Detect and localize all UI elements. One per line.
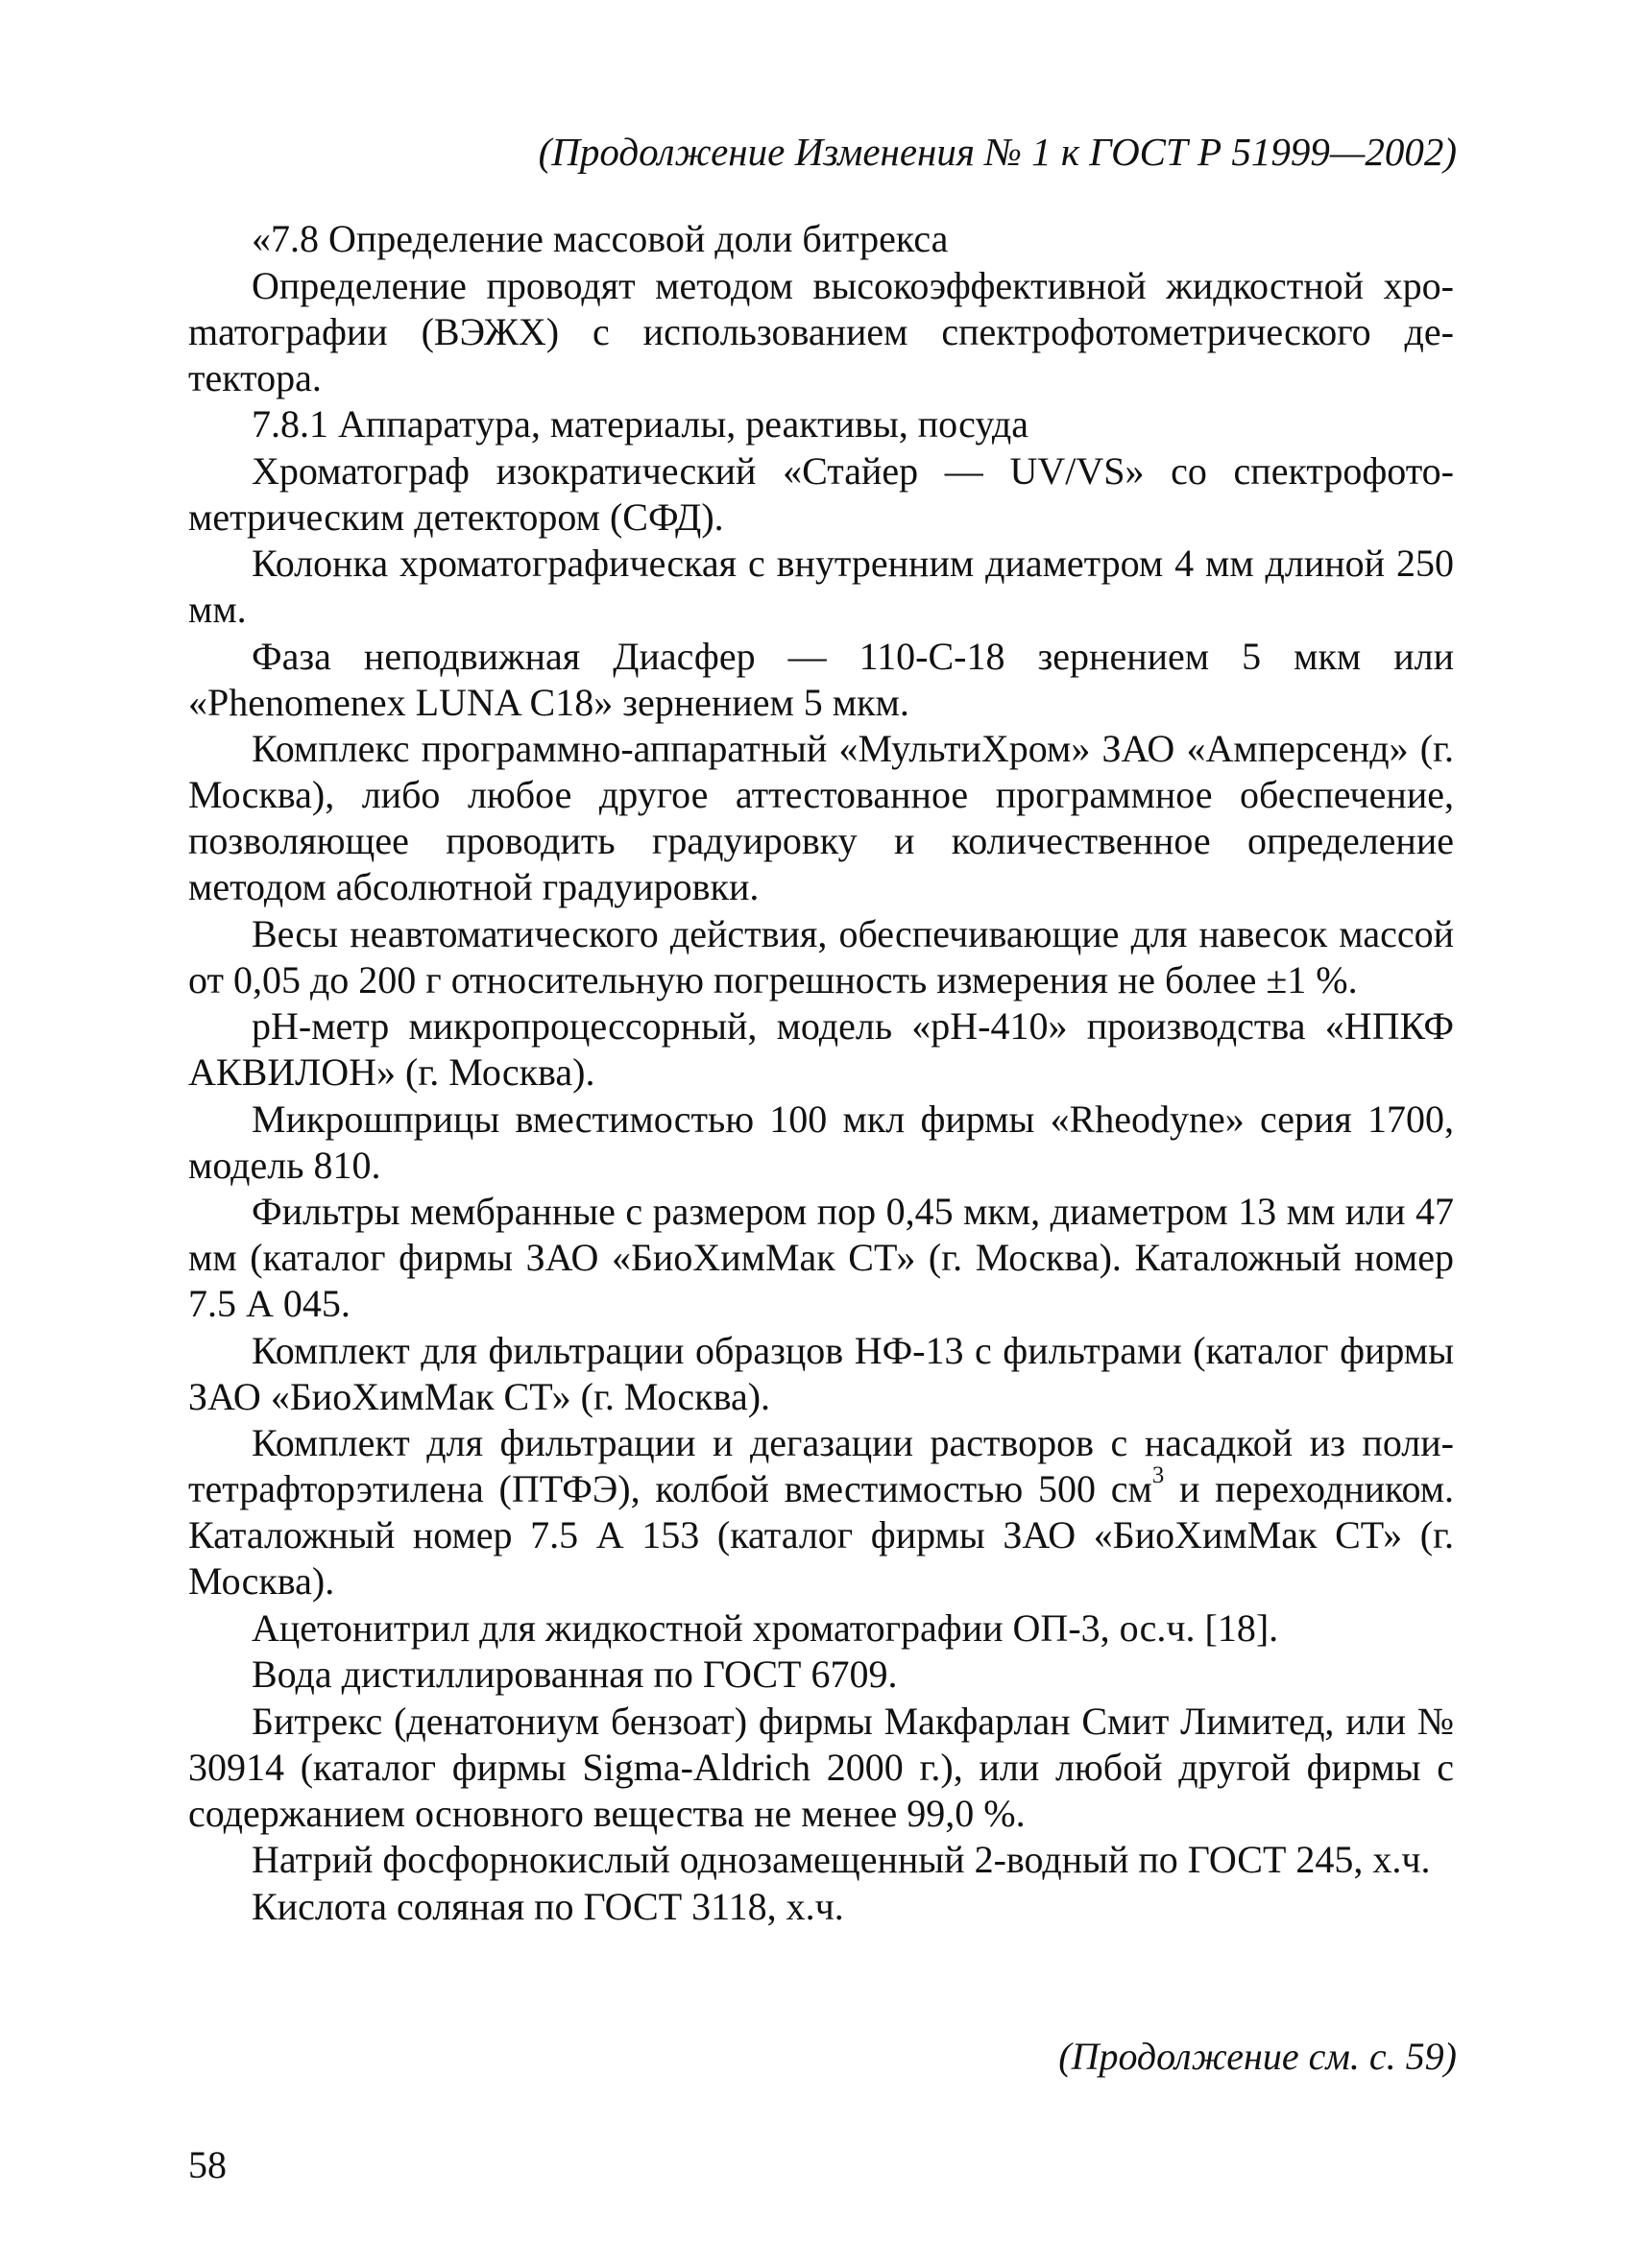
paragraph-text: Комплект для фильтрации и дегазации растворов с насадкой из политетрафторэтилена (ПТФЭ), колбой вместимостью 500 см <box>188 1421 1454 1510</box>
page-number: 58 <box>188 2143 227 2186</box>
paragraph: Натрий фосфорнокислый однозамещенный 2-водный по ГОСТ 245, х.ч. <box>252 1838 1431 1881</box>
paragraph-filter-kit <box>188 1420 1454 1604</box>
subsection-heading: 7.8.1 Аппаратура, материалы, реактивы, посуда <box>252 402 1028 446</box>
paragraph: Битрекс (денатониум бензоат) фирмы Макфарлан Смит Лимитед, или № 30914 (каталог фирмы Sigma-Aldrich 2000 г.), или любой другой фирмы с содержанием основного вещества не менее 99,0 %. <box>188 1699 1454 1835</box>
running-header: (Продолжение Изменения № 1 к ГОСТ Р 51999—2002) <box>538 130 1457 174</box>
paragraph: Вода дистиллированная по ГОСТ 6709. <box>252 1653 898 1696</box>
paragraph: Определение проводят методом высокоэффективной жидкостной хроmатографии (ВЭЖХ) с использованием спектрофотометрического детектора. <box>188 263 1454 399</box>
paragraph: Хроматограф изократический «Стайер — UV/VS» со спектрофотометрическим детектором (СФД). <box>188 448 1454 539</box>
paragraph: Весы неавтоматического действия, обеспечивающие для навесок массой от 0,05 до 200 г относительную погрешность измерения не более ±1 %. <box>188 911 1454 1001</box>
paragraph: Кислота соляная по ГОСТ 3118, х.ч. <box>252 1884 844 1928</box>
paragraph: Ацетонитрил для жидкостной хроматографии ОП-3, ос.ч. [18]. <box>252 1605 1279 1650</box>
continuation-note: (Продолжение см. с. 59) <box>1058 2035 1457 2078</box>
paragraph: Комплект для фильтрации образцов НФ-13 с фильтрами (каталог фирмы ЗАО «БиоХимМак СТ» (г. Москва). <box>188 1328 1454 1418</box>
paragraph: pH-метр микропроцессорный, модель «pH-410» производства «НПКФ АКВИЛОН» (г. Москва). <box>188 1004 1454 1094</box>
section-heading: «7.8 Определение массовой доли битрекса <box>252 217 949 260</box>
body-text <box>188 216 1454 1930</box>
superscript: 3 <box>1151 1462 1165 1489</box>
paragraph: Фаза неподвижная Диасфер — 110-С-18 зернением 5 мкм или «Phenomenex LUNA C18» зернением 5 мкм. <box>188 634 1454 724</box>
paragraph: Колонка хроматографическая с внутренним диаметром 4 мм длиной 250 мм. <box>188 542 1454 631</box>
paragraph-text: и переходником. Каталожный номер 7.5 А 153 (каталог фирмы ЗАО «БиоХимМак СТ» (г. Москва). <box>188 1467 1455 1603</box>
paragraph: Комплекс программно-аппаратный «МультиХром» ЗАО «Амперсенд» (г. Москва), либо любое другое аттестованное программное обеспечение, позволяющее проводить градуировку и количественное определение методом абсолютной градуировки. <box>188 727 1454 908</box>
paragraph: Микрошприцы вместимостью 100 мкл фирмы «Rheodyne» серия 1700, модель 810. <box>188 1097 1454 1187</box>
paragraph: Фильтры мембранные с размером пор 0,45 мкм, диаметром 13 мм или 47 мм (каталог фирмы ЗАО «БиоХимМак СТ» (г. Москва). Каталожный номер 7.5 А 045. <box>188 1190 1454 1325</box>
